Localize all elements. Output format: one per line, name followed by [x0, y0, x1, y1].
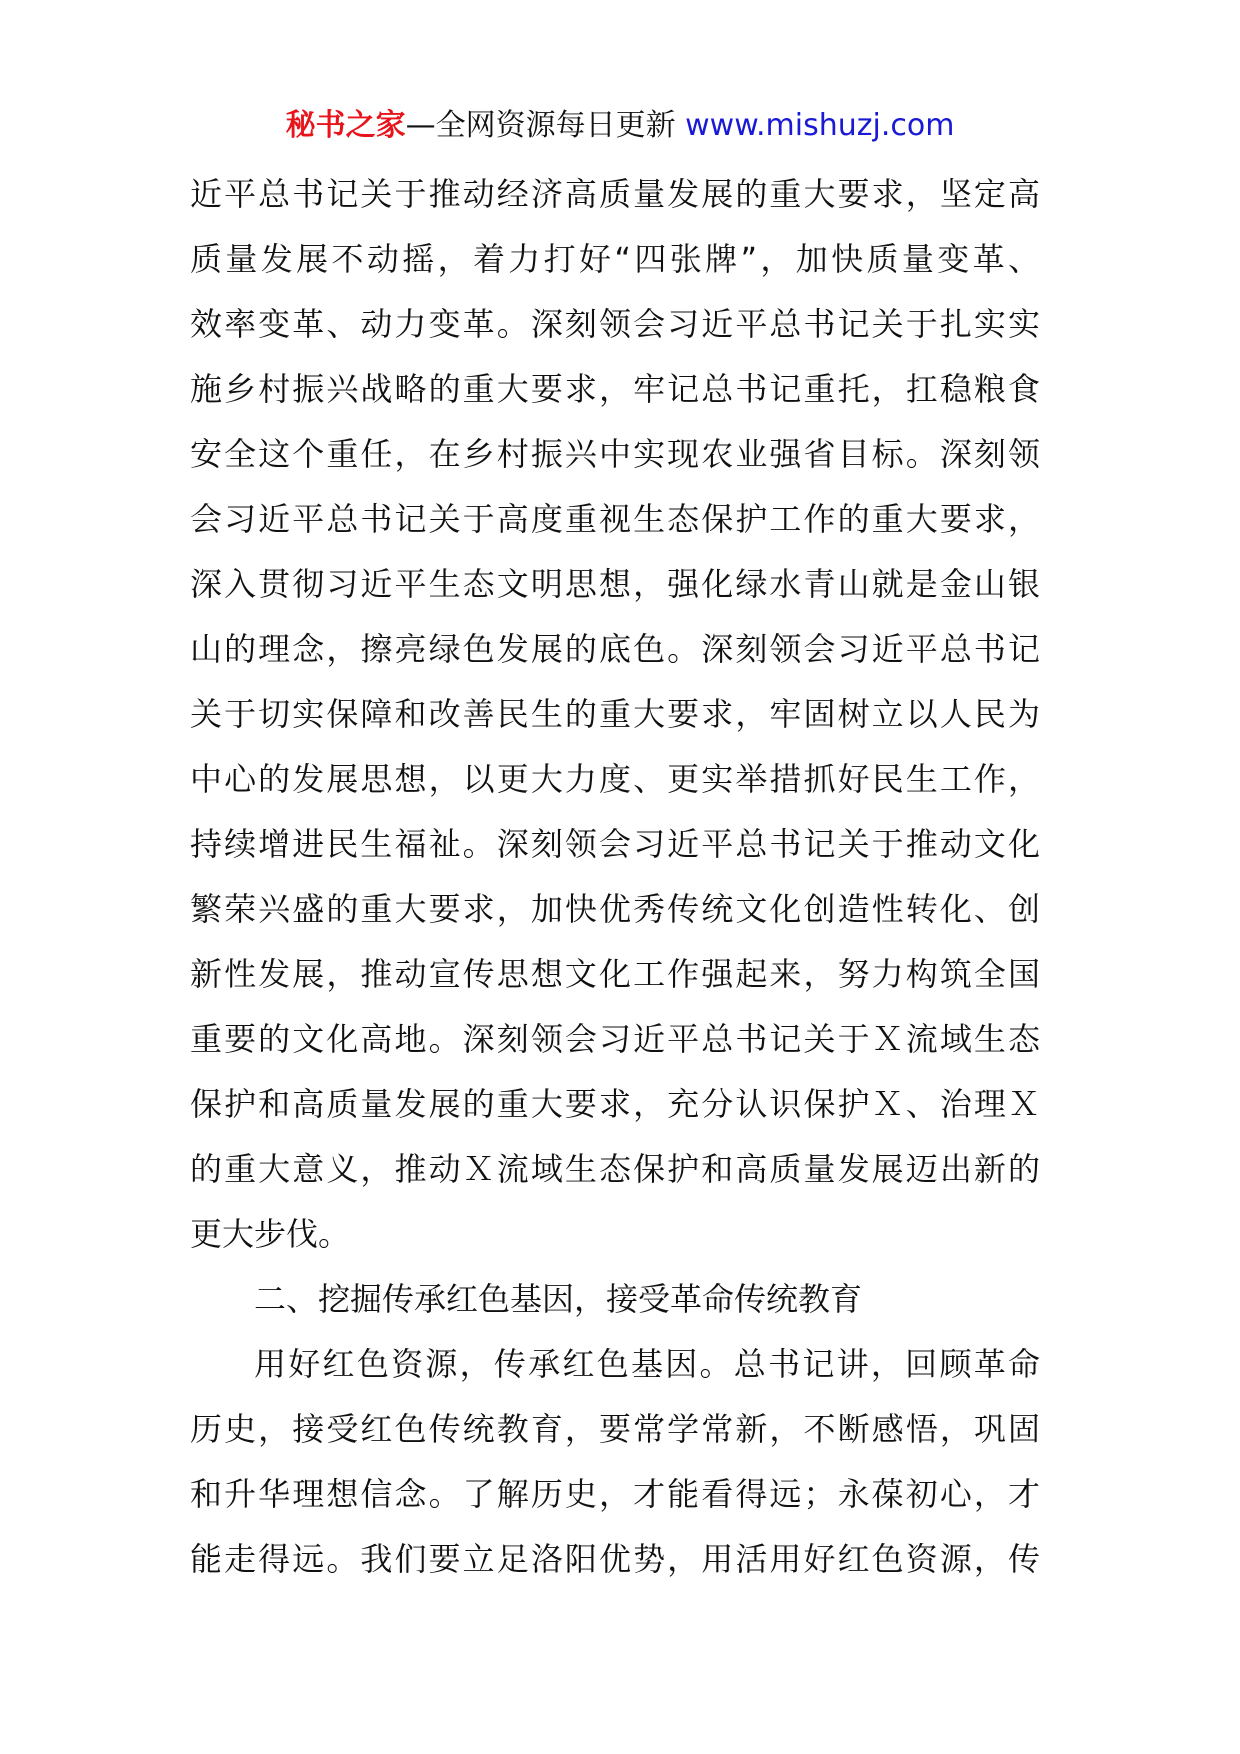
text-line: 繁荣兴盛的重大要求，加快优秀传统文化创造性转化、创 [190, 890, 1040, 928]
paragraph-first-line: 用好红色资源，传承红色基因。总书记讲，回顾革命 [254, 1345, 1040, 1383]
text-line: 近平总书记关于推动经济高质量发展的重大要求，坚定高 [190, 175, 1040, 213]
text-line: 山的理念，擦亮绿色发展的底色。深刻领会习近平总书记 [190, 630, 1040, 668]
text-line: 关于切实保障和改善民生的重大要求，牢固树立以人民为 [190, 695, 1040, 733]
text-line: 能走得远。我们要立足洛阳优势，用活用好红色资源，传 [190, 1540, 1040, 1578]
document-body [190, 162, 1040, 1592]
text-line: 的重大意义，推动Ｘ流域生态保护和高质量发展迈出新的 [190, 1150, 1040, 1188]
text-line: 施乡村振兴战略的重大要求，牢记总书记重托，扛稳粮食 [190, 370, 1040, 408]
text-line: 保护和高质量发展的重大要求，充分认识保护Ｘ、治理Ｘ [190, 1085, 1040, 1123]
header-tagline: —全网资源每日更新 [405, 108, 676, 143]
text-line: 新性发展，推动宣传思想文化工作强起来，努力构筑全国 [190, 955, 1040, 993]
paragraph-end-line: 更大步伐。 [190, 1215, 351, 1253]
text-line: 会习近平总书记关于高度重视生态保护工作的重大要求， [190, 500, 1040, 538]
text-line: 效率变革、动力变革。深刻领会习近平总书记关于扎实实 [190, 305, 1040, 343]
text-line: 持续增进民生福祉。深刻领会习近平总书记关于推动文化 [190, 825, 1040, 863]
text-line: 中心的发展思想，以更大力度、更实举措抓好民生工作， [190, 760, 1040, 798]
text-line: 历史，接受红色传统教育，要常学常新，不断感悟，巩固 [190, 1410, 1040, 1448]
site-header [0, 104, 1240, 148]
brand-name: 秘书之家 [285, 108, 406, 143]
text-line: 安全这个重任，在乡村振兴中实现农业强省目标。深刻领 [190, 435, 1040, 473]
site-url-link[interactable]: www.mishuzj.com [685, 108, 955, 143]
text-line: 重要的文化高地。深刻领会习近平总书记关于Ｘ流域生态 [190, 1020, 1040, 1058]
section-heading: 二、挖掘传承红色基因，接受革命传统教育 [254, 1280, 863, 1318]
text-line: 和升华理想信念。了解历史，才能看得远；永葆初心，才 [190, 1475, 1040, 1513]
text-line: 质量发展不动摇，着力打好“四张牌”，加快质量变革、 [190, 240, 1040, 278]
text-line: 深入贯彻习近平生态文明思想，强化绿水青山就是金山银 [190, 565, 1040, 603]
